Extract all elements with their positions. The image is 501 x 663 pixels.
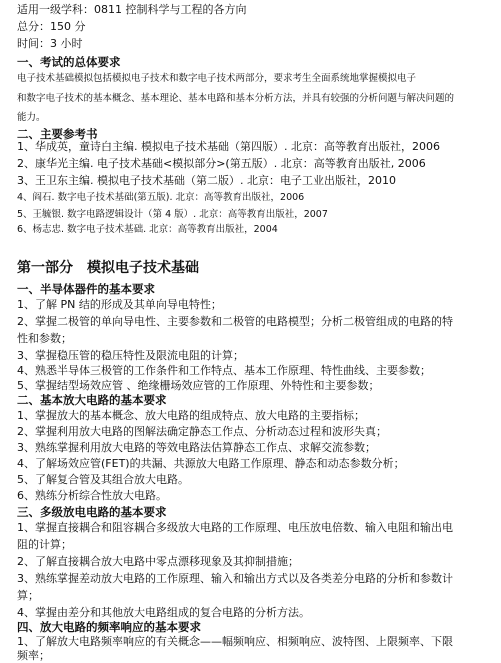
list-item: 2、掌握二极管的单向导电性、主要参数和二极管的电路模型；分析二极管组成的电路的特	[17, 315, 453, 328]
section-general-body-3: 能力。	[17, 112, 46, 123]
subsection-title: 四、放大电路的频率响应的基本要求	[17, 620, 201, 634]
list-item: 5、了解复合管及其组合放大电路。	[17, 473, 189, 486]
list-item: 3、熟练掌握利用放大电路的等效电路法估算静态工作点、求解交流参数；	[17, 441, 376, 454]
list-item: 5、掌握结型场效应管 、绝缘栅场效应管的工作原理、外特性和主要参数；	[17, 379, 380, 392]
list-item: 2、了解直接耦合放大电路中零点漂移现象及其抑制措施；	[17, 555, 299, 568]
ref-item: 1、华成英，童诗白主编. 模拟电子技术基础（第四版）. 北京：高等教育出版社，2006	[17, 140, 440, 153]
section-general-body-1: 电子技术基础模拟包括模拟电子技术和数字电子技术两部分，要求考生全面系统地掌握模拟电子	[17, 73, 417, 84]
subsection-title: 二、基本放大电路的基本要求	[17, 393, 167, 407]
list-item: 频率；	[17, 649, 50, 662]
subject-line: 适用一级学科：0811 控制科学与工程的各方向	[17, 3, 247, 16]
list-item: 2、掌握利用放大电路的图解法确定静态工作点、分析动态过程和波形失真；	[17, 425, 387, 438]
list-item: 6、熟练分析综合性放大电路。	[17, 489, 167, 502]
list-item: 1、掌握直接耦合和阻容耦合多级放大电路的工作原理、电压放电倍数、输入电阻和输出电	[17, 521, 453, 534]
ref-item: 2、康华光主编. 电子技术基础<模拟部分>(第五版）. 北京：高等教育出版社, 2006	[17, 157, 426, 170]
section-general-body-2: 和数字电子技术的基本概念、基本理论、基本电路和基本分析方法，并具有较强的分析问题与解决问题的	[17, 93, 455, 104]
section-refs-title: 二、主要参考书	[17, 127, 98, 141]
list-item: 算；	[17, 589, 39, 602]
list-item: 4、了解场效应管(FET)的共漏、共源放大电路工作原理、静态和动态参数分析；	[17, 457, 405, 470]
list-item: 1、了解放大电路频率响应的有关概念——幅频响应、相频响应、波特图、上限频率、下限	[17, 635, 453, 648]
ref-item: 4、阎石. 数字电子技术基础(第五版). 北京：高等教育出版社，2006	[17, 192, 305, 203]
list-item: 1、了解 PN 结的形成及其单向导电特性；	[17, 298, 222, 311]
ref-item: 5、王毓银. 数字电路逻辑设计（第 4 版）. 北京：高等教育出版社，2007	[17, 209, 328, 220]
ref-item: 3、王卫东主编. 模拟电子技术基础（第二版）. 北京：电子工业出版社，2010	[17, 174, 396, 187]
list-item: 1、掌握放大的基本概念、放大电路的组成特点、放大电路的主要指标；	[17, 409, 365, 422]
subsection-title: 三、多级放电电路的基本要求	[17, 505, 167, 519]
list-item: 3、熟练掌握差动放大电路的工作原理、输入和输出方式以及各类差分电路的分析和参数计	[17, 572, 453, 585]
list-item: 阻的计算；	[17, 538, 72, 551]
list-item: 4、熟悉半导体三极管的工作条件和工作特点、基本工作原理、特性曲线、主要参数；	[17, 364, 431, 377]
time-line: 时间：3 小时	[17, 37, 83, 50]
list-item: 4、掌握由差分和其他放大电路组成的复合电路的分析方法。	[17, 606, 310, 619]
section-general-title: 一、考试的总体要求	[17, 55, 121, 69]
subsection-title: 一、半导体器件的基本要求	[17, 282, 155, 296]
list-item: 3、掌握稳压管的稳压特性及限流电阻的计算；	[17, 349, 244, 362]
list-item: 性和参数；	[17, 332, 72, 345]
ref-item: 6、杨志忠. 数字电子技术基础. 北京：高等教育出版社，2004	[17, 224, 278, 235]
part-title: 第一部分 模拟电子技术基础	[17, 260, 199, 276]
score-line: 总分：150 分	[17, 20, 86, 33]
